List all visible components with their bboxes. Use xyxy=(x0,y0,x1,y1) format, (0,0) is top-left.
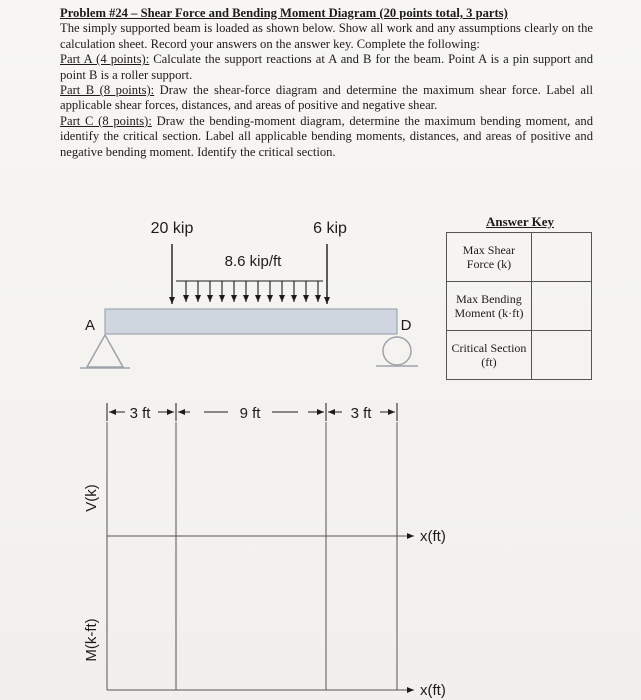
moment-axis-label: M(k-ft) xyxy=(83,618,100,662)
part-a-label: Part A (4 points): xyxy=(60,52,150,67)
answer-row xyxy=(447,233,592,282)
answer-key-title: Answer Key xyxy=(485,214,554,229)
shear-x-axis-label: x(ft) xyxy=(420,528,446,545)
dim-segment-3: 3 ft xyxy=(350,405,372,422)
moment-x-axis-label: x(ft) xyxy=(420,682,446,699)
answer-label-critical-section: Critical Section (ft) xyxy=(447,331,532,380)
point-load-right-label: 6 kip xyxy=(313,220,347,237)
answer-label-max-moment: Max Bending Moment (k·ft) xyxy=(447,282,532,331)
answer-field-max-shear[interactable] xyxy=(531,233,591,282)
part-b-label: Part B (8 points): xyxy=(60,83,155,98)
problem-intro: The simply supported beam is loaded as shown below. Show all work and any assumptions clearly on the calculation sheet. Record your answers on the answer key. Complete the following: xyxy=(60,21,593,51)
distributed-load-label: 8.6 kip/ft xyxy=(224,253,282,270)
part-a-text: Calculate the support reactions at A and B for the beam. Point A is a pin support and point B is a roller support. xyxy=(60,52,593,82)
shear-axis-label: V(k) xyxy=(83,484,100,512)
distributed-load xyxy=(176,281,323,302)
roller-support-icon xyxy=(376,337,418,366)
answer-field-critical-section[interactable] xyxy=(531,331,591,380)
answer-label-max-shear: Max Shear Force (k) xyxy=(447,233,532,282)
support-d-label: D xyxy=(400,317,412,334)
point-load-left-label: 20 kip xyxy=(150,220,194,237)
part-c-label: Part C (8 points): xyxy=(60,113,152,128)
answer-row xyxy=(447,331,592,380)
part-c-text: Draw the bending-moment diagram, determine the maximum bending moment, and identify the critical section. Label all applicable bending moments, distances, and areas of positive and negative bending moment. Identify the critical section. xyxy=(60,113,594,159)
support-a-label: A xyxy=(84,317,96,334)
problem-title: Problem #24 – Shear Force and Bending Moment Diagram (20 points total, 3 parts) xyxy=(60,6,508,20)
beam xyxy=(105,309,397,334)
dim-segment-2: 9 ft xyxy=(239,405,261,422)
answer-row xyxy=(447,282,592,331)
part-b-text: Draw the shear-force diagram and determine the maximum shear force. Label all applicable shear forces, distances, and areas of positive and negative shear. xyxy=(60,83,594,113)
pin-support-icon xyxy=(80,335,130,368)
answer-key-table xyxy=(446,232,592,380)
answer-field-max-moment[interactable] xyxy=(531,282,591,331)
diagram-grid xyxy=(107,422,397,690)
dim-segment-1: 3 ft xyxy=(129,405,151,422)
